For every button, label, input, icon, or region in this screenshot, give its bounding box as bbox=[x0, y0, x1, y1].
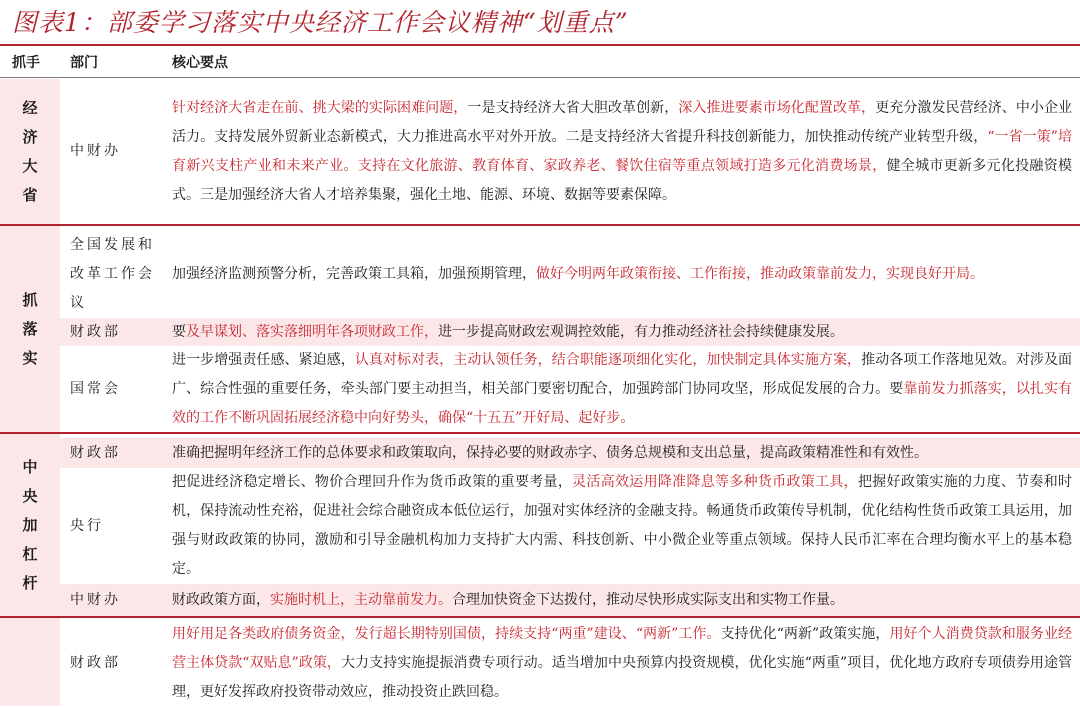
table-row bbox=[60, 346, 1080, 432]
points-text bbox=[172, 468, 1072, 584]
points-cell bbox=[172, 584, 1072, 616]
table-row bbox=[60, 468, 1080, 584]
highlight-text: 及早谋划、落实落细明年各项财政工作， bbox=[186, 323, 438, 340]
points-cell bbox=[172, 438, 1072, 468]
table-row bbox=[60, 318, 1080, 346]
body-text: 支持优化“两新”政策实施， bbox=[720, 625, 890, 642]
dept-cell bbox=[70, 230, 158, 318]
points-text bbox=[172, 620, 1072, 707]
dept-name: 财政部 bbox=[70, 444, 121, 461]
highlight-text: 深入推进要素市场化配置改革， bbox=[678, 99, 876, 116]
body-text: 要 bbox=[172, 323, 186, 340]
body-text: 进一步增强责任感、紧迫感， bbox=[172, 351, 355, 368]
highlight-text: 靠前发力抓落实，以扎实有效的工作不断巩固拓展经济稳中向好势头，确保“十五五”开好局、起好步。 bbox=[172, 380, 1073, 426]
highlight-text: 认真对标对表，主动认领任务，结合职能逐项细化实化，加快制定具体实施方案， bbox=[354, 351, 862, 368]
group-implementation bbox=[0, 226, 1080, 434]
dept-cell bbox=[70, 584, 158, 616]
points-text bbox=[172, 260, 1072, 289]
dept-name: 中财办 bbox=[70, 143, 121, 159]
body-text: 加强经济监测预警分析，完善政策工具箱，加强预期管理， bbox=[172, 265, 536, 282]
table-row bbox=[60, 230, 1080, 318]
body-text: 推动各项工作落地见效。对涉及面广、综合性强的重要任务，牵头部门要主动担当，相关部门要密切配合，加强跨部门协同攻坚，形成促发展的合力。要 bbox=[172, 351, 1073, 397]
dept-cell bbox=[70, 318, 158, 346]
points-text bbox=[172, 346, 1072, 433]
group-label: 中央加杠杆 bbox=[22, 457, 38, 592]
points-text bbox=[172, 318, 1072, 347]
points-cell bbox=[172, 79, 1072, 224]
group-label-cell bbox=[0, 434, 60, 616]
header-col-points: 核心要点 bbox=[172, 55, 228, 71]
body-text: 准确把握明年经济工作的总体要求和政策取向，保持必要的财政赤字、债务总规模和支出总量，提高政策精准性和有效性。 bbox=[172, 444, 928, 461]
points-text bbox=[172, 586, 1072, 615]
points-text bbox=[172, 94, 1072, 210]
group-label-cell bbox=[0, 79, 60, 224]
group-investment bbox=[0, 618, 1080, 706]
body-text: 大力支持实施提振消费专项行动。适当增加中央预算内投资规模，优化实施“两重”项目，优化地方政府专项债券用途管理，更好发挥政府投资带动效应，推动投资止跌回稳。 bbox=[172, 654, 1072, 700]
highlight-text: 用好个人消费贷款和服务业经营主体贷款“双贴息”政策， bbox=[172, 625, 1072, 671]
dept-cell bbox=[70, 438, 158, 468]
points-text bbox=[172, 439, 1072, 468]
dept-name: 财政部 bbox=[70, 323, 121, 340]
points-cell bbox=[172, 620, 1072, 706]
body-text: 把促进经济稳定增长、物价合理回升作为货币政策的重要考量， bbox=[172, 474, 573, 490]
page-title: 图表1：部委学习落实中央经济工作会议精神“划重点” bbox=[12, 8, 629, 37]
dept-name: 央行 bbox=[70, 517, 104, 534]
body-text: 财政政策方面， bbox=[172, 591, 270, 608]
header-col-dept: 部门 bbox=[70, 55, 98, 71]
points-cell bbox=[172, 230, 1072, 318]
highlight-text: “一省一策”培育新兴支柱产业和未来产业。支持在文化旅游、教育体育、家政养老、餐饮住宿等重点领域打造多元化消费场景， bbox=[172, 128, 1072, 174]
body-text: 更充分激发民营经济、中小企业活力。支持发展外贸新业态新模式，大力推进高水平对外开放。二是支持经济大省提升科技创新能力，加快推动传统产业转型升级， bbox=[172, 99, 1073, 145]
dept-cell bbox=[70, 346, 158, 432]
highlight-text: 做好今明两年政策衔接、工作衔接，推动政策靠前发力，实现良好开局。 bbox=[536, 265, 984, 282]
dept-name: 全国发展和改革工作会议 bbox=[70, 236, 155, 311]
table-row bbox=[60, 620, 1080, 706]
group-central-leverage bbox=[0, 434, 1080, 618]
body-text: 合理加快资金下达拨付，推动尽快形成实际支出和实物工作量。 bbox=[452, 591, 844, 608]
body-text: 进一步提高财政宏观调控效能，有力推动经济社会持续健康发展。 bbox=[438, 323, 844, 340]
dept-name: 国常会 bbox=[70, 380, 121, 397]
dept-cell bbox=[70, 468, 158, 584]
dept-cell bbox=[70, 79, 158, 224]
highlight-text: 针对经济大省走在前、挑大梁的实际困难问题， bbox=[172, 99, 468, 116]
points-cell bbox=[172, 346, 1072, 432]
highlight-text: 用好用足各类政府债务资金，发行超长期特别国债，持续支持“两重”建设、“两新”工作。 bbox=[172, 625, 721, 642]
header-divider bbox=[0, 77, 1080, 78]
dept-name: 中财办 bbox=[70, 591, 121, 608]
dept-name: 财政部 bbox=[70, 654, 121, 671]
points-cell bbox=[172, 318, 1072, 346]
highlight-text: 实施时机上，主动靠前发力。 bbox=[270, 591, 452, 608]
points-cell bbox=[172, 468, 1072, 584]
group-economic-provinces bbox=[0, 79, 1080, 226]
table-row bbox=[60, 584, 1080, 616]
highlight-text: 灵活高效运用降准降息等多种货币政策工具， bbox=[572, 474, 858, 490]
group-label: 经济大省 bbox=[22, 98, 38, 204]
group-label-cell bbox=[0, 226, 60, 432]
body-text: 把握好政策实施的力度、节奏和时机，保持流动性充裕，促进社会综合融资成本低位运行，加强对实体经济的金融支持。畅通货币政策传导机制，优化结构性货币政策工具运用，加强与财政政策的协同，激励和引导金融机构加力支持扩大内需、科技创新、中小微企业等重点领域。保持人民币汇率在合理均衡水平上的基本稳定。 bbox=[172, 474, 1073, 577]
header-col-lever: 抓手 bbox=[12, 55, 40, 71]
body-text: 一是支持经济大省大胆改革创新， bbox=[467, 99, 679, 116]
title-divider bbox=[0, 44, 1080, 46]
group-label-cell bbox=[0, 618, 60, 706]
dept-cell bbox=[70, 620, 158, 706]
body-text: 健全城市更新多元化投融资模式。三是加强经济大省人才培养集聚，强化土地、能源、环境、数据等要素保障。 bbox=[172, 157, 1072, 203]
table-row bbox=[60, 438, 1080, 468]
table-row bbox=[60, 79, 1080, 224]
group-label: 抓落实 bbox=[22, 290, 38, 367]
